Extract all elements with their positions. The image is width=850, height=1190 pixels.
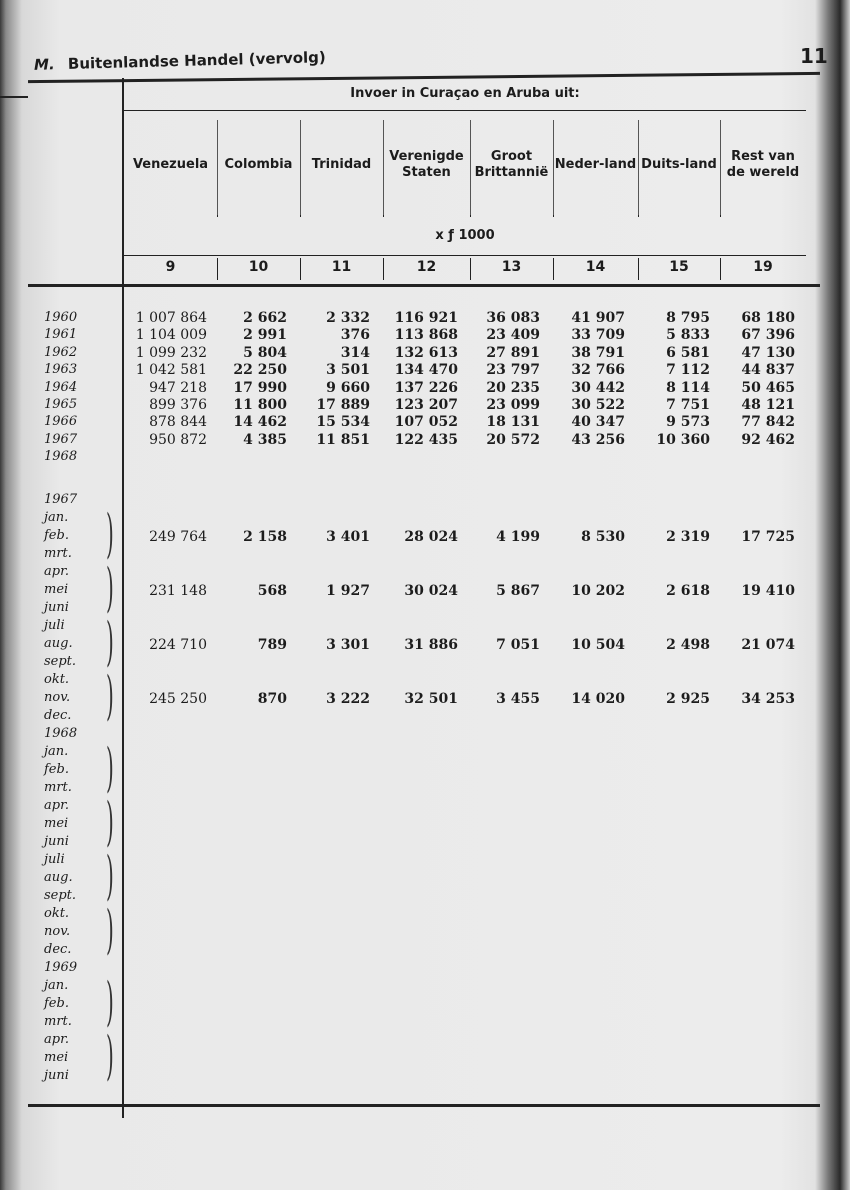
table-cell: 40 347 <box>571 414 625 431</box>
column-number: 19 <box>753 259 773 275</box>
row-label-month: aug. <box>44 870 73 885</box>
table-cell: 3 455 <box>496 691 540 707</box>
table-cell: 2 332 <box>326 310 370 326</box>
table-cell: 23 797 <box>486 362 540 379</box>
quarter-brace-icon: ) <box>106 556 114 619</box>
row-label-month: okt. <box>44 672 70 687</box>
table-cell: 1 099 232 <box>135 344 207 361</box>
table-cell: 6 581 <box>666 344 710 361</box>
table-cell: 43 256 <box>571 431 625 448</box>
column-header: Verenigde Staten <box>389 149 464 180</box>
column-divider <box>217 258 218 280</box>
column-divider <box>383 258 384 280</box>
quarter-brace-icon: ) <box>106 1024 114 1087</box>
column-header: Colombia <box>224 157 293 172</box>
table-cell: 30 024 <box>404 583 458 599</box>
table-cell: 8 795 <box>666 310 710 326</box>
table-cell: 11 800 <box>233 397 287 413</box>
row-label-month: juli <box>44 852 65 867</box>
table-cell: 9 660 <box>326 379 370 396</box>
row-label-year: 1968 <box>44 449 78 465</box>
column-header: Trinidad <box>311 157 372 172</box>
table-cell: 17 990 <box>233 379 287 396</box>
unit-rule <box>124 255 806 256</box>
row-label-month: dec. <box>44 708 72 723</box>
page-title: Buitenlandse Handel (vervolg) <box>67 48 326 73</box>
quarter-brace-icon: ) <box>106 970 114 1033</box>
table-cell: 18 131 <box>486 414 540 431</box>
row-label-month: mrt. <box>44 780 72 795</box>
row-label-year: 1960 <box>44 310 78 325</box>
table-cell: 36 083 <box>486 310 540 326</box>
row-label-year: 1969 <box>44 960 78 975</box>
table-cell: 9 573 <box>666 414 710 431</box>
table-cell: 249 764 <box>149 529 207 545</box>
row-label-month: aug. <box>44 636 73 651</box>
row-label-month: feb. <box>44 528 69 543</box>
table-cell: 31 886 <box>404 637 458 653</box>
column-number: 11 <box>331 259 352 275</box>
column-header: Neder-land <box>554 157 637 172</box>
column-number: 10 <box>248 259 269 275</box>
header-bottom-rule <box>28 284 820 287</box>
table-cell: 870 <box>257 691 287 707</box>
table-cell: 5 867 <box>496 583 540 599</box>
row-label-year: 1966 <box>44 414 78 430</box>
table-cell: 107 052 <box>394 414 458 431</box>
table-cell: 22 250 <box>233 362 287 379</box>
quarter-brace-icon: ) <box>106 898 114 961</box>
table-cell: 123 207 <box>394 397 458 413</box>
column-number: 14 <box>585 259 606 275</box>
table-cell: 314 <box>340 344 370 361</box>
row-label-month: nov. <box>44 690 71 705</box>
table-cell: 8 530 <box>581 529 625 545</box>
table-cell: 3 501 <box>326 362 370 379</box>
table-cell: 122 435 <box>394 431 458 448</box>
table-cell: 878 844 <box>149 414 207 431</box>
left-stub-rule <box>0 96 28 98</box>
quarter-brace-icon: ) <box>106 610 114 673</box>
column-divider <box>638 120 639 215</box>
column-divider <box>720 120 721 215</box>
table-cell: 4 199 <box>496 529 540 545</box>
quarter-brace-icon: ) <box>106 790 114 853</box>
row-label-month: sept. <box>44 888 77 903</box>
table-cell: 8 114 <box>666 379 710 396</box>
table-cell: 947 218 <box>149 379 207 396</box>
table-cell: 32 501 <box>404 691 458 707</box>
row-label-month: nov. <box>44 924 71 939</box>
table-cell: 137 226 <box>394 379 458 396</box>
table-cell: 38 791 <box>571 344 625 361</box>
table-cell: 1 104 009 <box>135 327 207 344</box>
row-label-month: apr. <box>44 798 69 813</box>
top-rule <box>28 72 820 83</box>
column-number: 13 <box>501 259 522 275</box>
table-cell: 15 534 <box>316 414 370 431</box>
column-divider <box>553 258 554 280</box>
column-divider <box>470 120 471 215</box>
row-label-month: mei <box>44 816 69 831</box>
table-cell: 68 180 <box>741 310 795 326</box>
table-cell: 2 925 <box>666 691 710 707</box>
table-cell: 950 872 <box>149 431 207 448</box>
row-label-year: 1962 <box>44 344 78 360</box>
table-cell: 224 710 <box>149 637 207 653</box>
table-cell: 32 766 <box>571 362 625 379</box>
table-cell: 5 804 <box>243 344 287 361</box>
row-label-year: 1968 <box>44 726 78 741</box>
table-cell: 116 921 <box>394 310 458 326</box>
table-cell: 2 498 <box>666 637 710 653</box>
table-cell: 10 360 <box>656 431 710 448</box>
table-cell: 789 <box>257 637 287 653</box>
column-divider <box>638 258 639 280</box>
row-label-month: juni <box>44 600 69 615</box>
column-header: Venezuela <box>132 157 209 172</box>
table-cell: 2 662 <box>243 310 287 326</box>
table-cell: 23 099 <box>486 397 540 413</box>
table-cell: 28 024 <box>404 529 458 545</box>
column-divider <box>470 258 471 280</box>
table-cell: 2 618 <box>666 583 710 599</box>
table-cell: 20 235 <box>486 379 540 396</box>
table-cell: 3 401 <box>326 529 370 545</box>
row-label-month: juni <box>44 834 69 849</box>
table-cell: 10 504 <box>571 637 625 653</box>
row-label-month: jan. <box>44 744 69 759</box>
row-label-year: 1961 <box>44 327 78 343</box>
row-label-month: mei <box>44 582 69 597</box>
table-cell: 7 751 <box>666 397 710 413</box>
table-cell: 899 376 <box>149 397 207 413</box>
quarter-brace-icon: ) <box>106 502 114 565</box>
table-cell: 1 007 864 <box>135 310 207 326</box>
table-cell: 27 891 <box>486 344 540 361</box>
table-cell: 231 148 <box>149 583 207 599</box>
table-cell: 20 572 <box>486 431 540 448</box>
table-cell: 1 927 <box>326 583 370 599</box>
column-divider <box>300 120 301 215</box>
table-cell: 47 130 <box>741 344 795 361</box>
table-cell: 134 470 <box>394 362 458 379</box>
table-cell: 14 020 <box>571 691 625 707</box>
column-header: Duits-land <box>641 157 717 172</box>
table-cell: 7 112 <box>666 362 710 379</box>
row-label-month: apr. <box>44 564 69 579</box>
column-header: Groot Brittannië <box>474 149 549 180</box>
table-cell: 3 222 <box>326 691 370 707</box>
column-divider <box>300 258 301 280</box>
row-label-month: feb. <box>44 996 69 1011</box>
table-cell: 21 074 <box>741 637 795 653</box>
table-cell: 48 121 <box>741 397 795 413</box>
page-number: 11 <box>800 44 828 68</box>
column-header: Rest van de wereld <box>726 149 800 180</box>
quarter-brace-icon: ) <box>106 736 114 799</box>
table-cell: 92 462 <box>741 431 795 448</box>
row-label-month: mrt. <box>44 1014 72 1029</box>
group-title: Invoer in Curaçao en Aruba uit: <box>350 86 580 101</box>
section-letter: M. <box>33 55 55 74</box>
column-divider <box>553 120 554 215</box>
table-cell: 17 889 <box>316 397 370 413</box>
column-divider <box>383 120 384 215</box>
table-cell: 10 202 <box>571 583 625 599</box>
table-cell: 67 396 <box>741 327 795 344</box>
row-label-year: 1963 <box>44 362 78 378</box>
table-cell: 30 442 <box>571 379 625 396</box>
table-cell: 1 042 581 <box>135 362 207 379</box>
table-cell: 132 613 <box>394 344 458 361</box>
row-label-month: mrt. <box>44 546 72 561</box>
table-cell: 41 907 <box>571 310 625 326</box>
table-cell: 568 <box>257 583 287 599</box>
column-divider <box>720 258 721 280</box>
table-cell: 376 <box>340 327 370 344</box>
quarter-brace-icon: ) <box>106 844 114 907</box>
table-cell: 19 410 <box>741 583 795 599</box>
column-divider <box>217 120 218 215</box>
table-cell: 50 465 <box>741 379 795 396</box>
row-label-month: feb. <box>44 762 69 777</box>
table-cell: 3 301 <box>326 637 370 653</box>
bottom-rule <box>28 1104 820 1107</box>
table-cell: 4 385 <box>243 431 287 448</box>
row-label-month: mei <box>44 1050 69 1065</box>
table-cell: 2 158 <box>243 529 287 545</box>
page-header <box>34 48 326 74</box>
table-cell: 2 991 <box>243 327 287 344</box>
row-label-month: apr. <box>44 1032 69 1047</box>
row-label-month: jan. <box>44 978 69 993</box>
row-label-year: 1967 <box>44 431 78 447</box>
column-number: 12 <box>416 259 437 275</box>
row-label-year: 1965 <box>44 397 78 412</box>
row-label-month: okt. <box>44 906 70 921</box>
table-cell: 245 250 <box>149 691 207 707</box>
table-cell: 5 833 <box>666 327 710 344</box>
row-label-year: 1967 <box>44 492 78 507</box>
unit-label: x ƒ 1000 <box>435 228 495 243</box>
column-number: 15 <box>669 259 689 275</box>
table-cell: 33 709 <box>571 327 625 344</box>
quarter-brace-icon: ) <box>106 664 114 727</box>
table-cell: 7 051 <box>496 637 540 653</box>
table-cell: 11 851 <box>316 431 370 448</box>
column-number: 9 <box>165 259 176 275</box>
table-cell: 17 725 <box>741 529 795 545</box>
row-label-year: 1964 <box>44 379 78 395</box>
table-cell: 34 253 <box>741 691 795 707</box>
table-cell: 113 868 <box>394 327 458 344</box>
row-label-month: dec. <box>44 942 72 957</box>
row-label-month: jan. <box>44 510 69 525</box>
row-label-month: juli <box>44 618 65 633</box>
group-rule <box>124 110 806 111</box>
table-cell: 2 319 <box>666 529 710 545</box>
row-label-month: juni <box>44 1068 69 1083</box>
row-label-month: sept. <box>44 654 77 669</box>
table-cell: 44 837 <box>741 362 795 379</box>
table-cell: 14 462 <box>233 414 287 431</box>
table-cell: 77 842 <box>741 414 795 431</box>
table-cell: 23 409 <box>486 327 540 344</box>
table-cell: 30 522 <box>571 397 625 413</box>
